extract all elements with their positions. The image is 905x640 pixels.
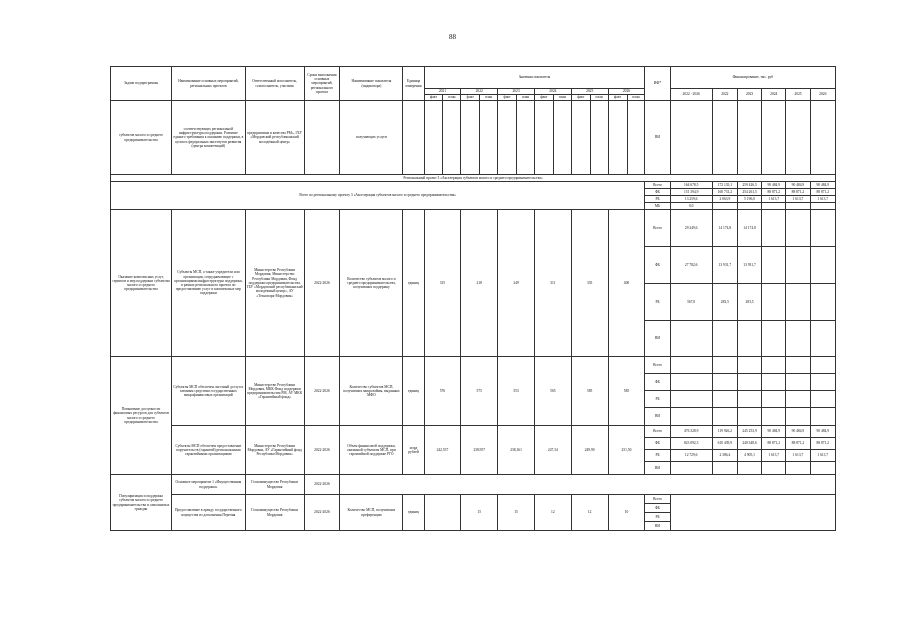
fin-value: 90 484,9 [786, 426, 810, 438]
header-plan: план [553, 95, 571, 101]
unit-cell: единиц [403, 495, 424, 531]
indicator-cell: Количество субъектов МСП, получивших микрозаймы, выданных МФО [340, 357, 403, 426]
fin-value [737, 203, 761, 210]
fin-value: 1 613,7 [762, 196, 786, 203]
fin-value: 2 063,9 [712, 196, 737, 203]
fin-value [810, 203, 835, 210]
value-cell: 335 [571, 210, 608, 357]
header-measure: Наименование основных мероприятий, региональных проектов [172, 67, 246, 101]
header-fact: факт [424, 95, 443, 101]
header-fact: факт [608, 95, 627, 101]
measure-cell: Субъекты МСП обеспечен льготный доступ к заемным средствам государственных микрофинансовых организаций [172, 357, 246, 426]
fin-value: 160 731,2 [712, 189, 737, 196]
header-indicator: Наименование показателя (индикатора) [340, 67, 403, 101]
years-cell: 2022-2026 [304, 426, 340, 475]
header-plan: план [480, 95, 498, 101]
measure-cell: Предоставление в аренду государственного имущества из дополнения Перечня [172, 495, 246, 531]
executor-cell: Госкомимущество Республики Мордовия [245, 495, 304, 531]
fin-value: 259 426,5 [737, 182, 761, 189]
header-fin-year: 2022 [712, 89, 737, 101]
fin-value: 823 092,3 [670, 438, 712, 450]
fin-source: Всего [645, 495, 670, 504]
value-cell: 238,957 [461, 426, 498, 475]
years-cell: 2022-2026 [304, 495, 340, 531]
header-fact: факт [461, 95, 480, 101]
indicator-cell: Количество субъектов малого и среднего предпринимательства, получивших поддержку [340, 210, 403, 357]
unit-cell: единиц [403, 210, 424, 357]
header-fin-year: 2023 [737, 89, 761, 101]
fin-value: 88 871,2 [786, 189, 810, 196]
fin-source: ФБ [645, 247, 670, 284]
fin-value: 88 871,2 [762, 189, 786, 196]
header-fin-year: 2024 [762, 89, 786, 101]
header-task: Задачи подпрограммы [111, 67, 172, 101]
fin-source: ВИ [645, 321, 670, 357]
fin-value [762, 203, 786, 210]
fin-value [712, 203, 737, 210]
fin-value: 1 613,7 [786, 196, 810, 203]
value-cell: 247,34 [534, 426, 571, 475]
header-terms: Сроки выполнения основных мероприятий, регионального проекта [304, 67, 340, 101]
header-year: 2021 [424, 89, 461, 95]
fin-source: ФБ [645, 374, 670, 391]
regproject-total-row [111, 182, 836, 189]
task-cell: Популяризация и поддержка субъектов малого и среднего предпринимательства и самозанятых граждан [111, 475, 172, 531]
fin-source: ФБ [645, 504, 670, 513]
table-row [111, 357, 836, 374]
header-fact: факт [571, 95, 590, 101]
fin-value: 90 484,9 [762, 426, 786, 438]
fin-value: 4 905,1 [737, 450, 761, 462]
fin-source: ВИ [645, 462, 670, 475]
value-cell: 565 [534, 357, 571, 426]
fin-value: 283,5 [712, 284, 737, 321]
measure-cell: соответствующих региональной инфраструктуры поддержки. Развитие единого требования к оказанию поддержки, в целом и федеральных институтов развития (центра компетенций) [172, 101, 246, 175]
fin-value: 0,0 [670, 203, 712, 210]
fin-source: РБ [645, 196, 670, 203]
fin-value: 245 253,9 [737, 426, 761, 438]
header-year: 2025 [571, 89, 608, 95]
fin-source: ВИ [645, 408, 670, 426]
fin-value: 1 613,7 [786, 450, 810, 462]
task-cell: Повышение доступности финансовых ресурсов для субъектов малого и среднего предпринимательства [111, 357, 172, 475]
fin-value: 90 484,9 [786, 182, 810, 189]
fin-value: 88 871,2 [810, 189, 835, 196]
value-cell: 311 [534, 210, 571, 357]
fin-value: 240 348,6 [737, 438, 761, 450]
fin-source: ВИ [645, 522, 670, 531]
fin-value [786, 203, 810, 210]
fin-value: 1 613,7 [762, 450, 786, 462]
fin-value: 14 174,8 [712, 210, 737, 247]
source-cell: ВИ [645, 101, 670, 175]
executor-cell: Министерство Республики Мордовия, МКК Фонд поддержки предпринимательства РМ, АУ МКК «Гарантийный фонд» [245, 357, 304, 426]
value-cell: 12 [571, 495, 608, 531]
fin-value: 13 931,7 [737, 247, 761, 284]
executor-cell: предприятиям и качества РМ», ГБУ «Мордовский республиканский молодёжный центр» [245, 101, 304, 175]
fin-value: 88 871,2 [810, 438, 835, 450]
measure-cell: Субъекты МСП обеспечен предоставление поручительств (гарантий) региональными гарантийными организациями [172, 426, 246, 475]
value-cell: 251,50 [608, 426, 645, 475]
regproject-title: Региональный проект 3 «Акселерация субъектов малого и среднего предпринимательства» [111, 175, 836, 182]
fin-value: 164 678,5 [670, 182, 712, 189]
fin-source: РБ [645, 391, 670, 408]
fin-value: 151 394,9 [670, 189, 712, 196]
measure-cell: Субъекты МСП, а также учредители или организации, сотрудничающие с организациями инфраструктуры поддержки, в рамках регионального проекта по предоставлению услуг и комплексных мер поддержки [172, 210, 246, 357]
fin-value: 90 484,9 [810, 182, 835, 189]
header-source: ИФ* [645, 67, 670, 101]
fin-value: 254 261,5 [737, 189, 761, 196]
value-cell: 249 [498, 210, 535, 357]
table-row [111, 475, 836, 495]
fin-value: 90 484,9 [810, 426, 835, 438]
fin-value: 88 871,2 [786, 438, 810, 450]
header-executor: Ответственный исполнитель, соисполнитель, участник [245, 67, 304, 101]
fin-value: 2 386,4 [712, 450, 737, 462]
regproject-title-row [111, 175, 836, 182]
fin-value: 27 782,6 [670, 247, 712, 284]
fin-source: РБ [645, 284, 670, 321]
header-year: 2024 [534, 89, 571, 95]
fin-value: 13 931,7 [712, 247, 737, 284]
fin-value: 172 135,1 [712, 182, 737, 189]
fin-value: 29 249,6 [670, 210, 712, 247]
fin-source: ФБ [645, 189, 670, 196]
value-cell: 553 [498, 357, 535, 426]
fin-value: 14 174,8 [737, 210, 761, 247]
value-cell: 10 [608, 495, 645, 531]
fin-value: 13 259,6 [670, 196, 712, 203]
unit-cell: млрд рублей [403, 426, 424, 475]
header-plan: план [590, 95, 608, 101]
page-number: 88 [449, 33, 456, 41]
header-fact: факт [498, 95, 517, 101]
regproject-total-label: Всего по региональному проекту 3 «Акселерация субъектов малого и среднего предпринимательства» [111, 182, 645, 210]
header-fin-year: 2025 [786, 89, 810, 101]
header-row [111, 67, 836, 89]
table-row [111, 101, 836, 175]
fin-value: 5 196,0 [737, 196, 761, 203]
value-cell: 15 [498, 495, 535, 531]
years-cell: 2022-2026 [304, 357, 340, 426]
fin-source: МБ [645, 203, 670, 210]
fin-source: ФБ [645, 438, 670, 450]
indicator-cell: получающих услуги [340, 101, 403, 175]
table-row [111, 495, 836, 504]
header-fin-group: Финансирование, тыс. руб [670, 67, 835, 89]
fin-value: 90 484,9 [762, 182, 786, 189]
value-cell: 12 [534, 495, 571, 531]
fin-value: 12 729,6 [670, 450, 712, 462]
fin-value: 119 926,2 [712, 426, 737, 438]
fin-value: 476 328,9 [670, 426, 712, 438]
value-cell: 218 [461, 210, 498, 357]
header-fact: факт [534, 95, 553, 101]
header-plan: план [627, 95, 645, 101]
fin-value: 283,5 [737, 284, 761, 321]
years-cell: 2022-2026 [304, 210, 340, 357]
value-cell: 242,537 [424, 426, 461, 475]
header-plan: план [443, 95, 461, 101]
header-fin-year: 2022 - 2026 [670, 89, 712, 101]
measure-cell: Основное мероприятие 1 «Имущественная поддержка» [172, 475, 246, 495]
program-table [110, 66, 836, 531]
fin-value: 567,0 [670, 284, 712, 321]
fin-value: 610 439,9 [712, 438, 737, 450]
years-cell: 2022-2026 [304, 475, 340, 495]
unit-cell: единиц [403, 357, 424, 426]
fin-source: РБ [645, 450, 670, 462]
value-cell: 585 [608, 357, 645, 426]
fin-value: 88 871,2 [762, 438, 786, 450]
task-cell: Оказание комплексных услуг, сервисов и мер поддержки субъектам малого и среднего предпринимательства [111, 210, 172, 357]
executor-cell: Министерство Республики Мордовия, АУ «Гарантийный фонд Республики Мордовия» [245, 426, 304, 475]
value-cell: 315 [424, 210, 461, 357]
header-unit: Единица измерения [403, 67, 424, 101]
task-cell: субъектов малого и среднего предпринимательства [111, 101, 172, 175]
indicator-cell: Количество МСП, получивших преференции [340, 495, 403, 531]
header-plan: план [517, 95, 535, 101]
fin-source: Всего [645, 210, 670, 247]
value-cell: 400 [608, 210, 645, 357]
value-cell: 238,161 [498, 426, 535, 475]
executor-cell: Госкомимущество Республики Мордовия [245, 475, 304, 495]
value-cell: 585 [571, 357, 608, 426]
value-cell: 15 [461, 495, 498, 531]
header-year: 2022 [461, 89, 498, 95]
table-row [111, 210, 836, 247]
header-values-group: Значения показателя [424, 67, 645, 89]
fin-value: 1 613,7 [810, 450, 835, 462]
fin-source: Всего [645, 182, 670, 189]
fin-source: Всего [645, 426, 670, 438]
fin-source: РБ [645, 513, 670, 522]
value-cell: 575 [461, 357, 498, 426]
table-row [111, 426, 836, 438]
fin-value: 1 613,7 [810, 196, 835, 203]
value-cell: 249,90 [571, 426, 608, 475]
header-year: 2023 [498, 89, 535, 95]
fin-source: Всего [645, 357, 670, 374]
header-year: 2026 [608, 89, 645, 95]
indicator-cell: Объем финансовой поддержки, оказанной субъектам МСП, при гарантийной поддержке РГО [340, 426, 403, 475]
value-cell: 576 [424, 357, 461, 426]
executor-cell: Министерство Республики Мордовия, Министерство Республики Мордовия, Фонд поддержки предпринимательства, ГБУ «Мордовский республиканский молодёжный центр», АУ «Технопарк-Мордовия» [245, 210, 304, 357]
header-fin-year: 2026 [810, 89, 835, 101]
